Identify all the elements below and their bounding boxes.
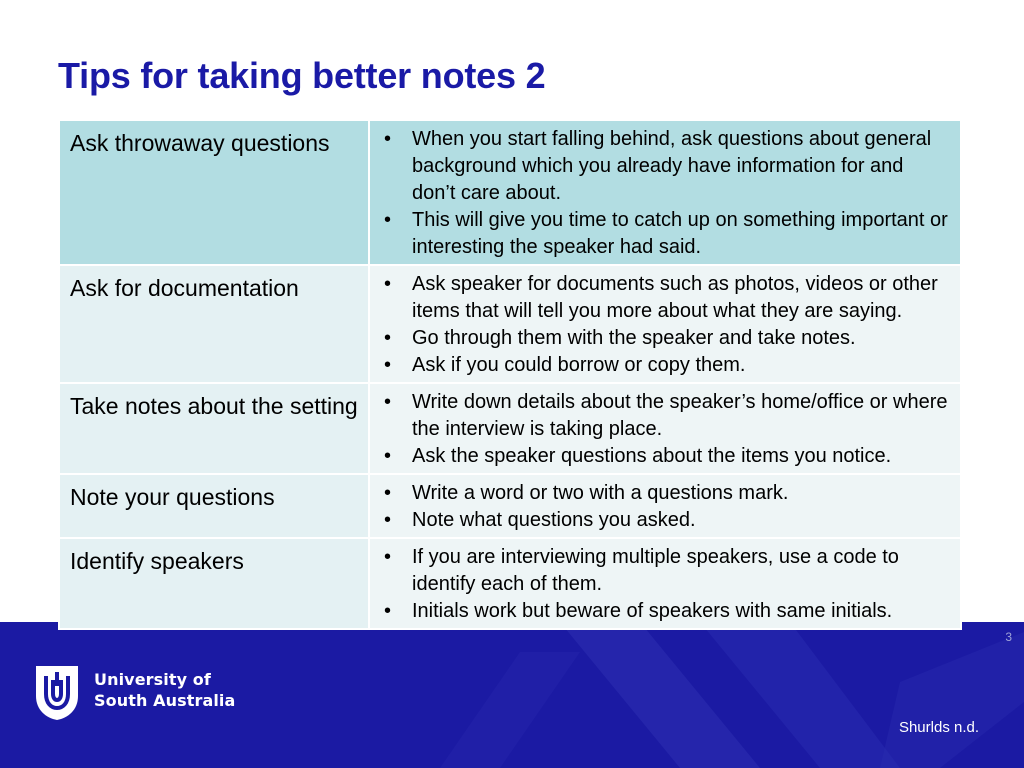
tip-row — [59, 120, 961, 265]
tip-points — [369, 265, 961, 383]
university-name-line2: South Australia — [94, 691, 236, 710]
university-name — [94, 669, 235, 711]
bullet-item: • If you are interviewing multiple speakers, use a code to identify each of them. — [376, 544, 950, 598]
bullet-item: • When you start falling behind, ask questions about general background which you already have information for and don’t care about. — [376, 126, 950, 207]
bullet-item: • Write down details about the speaker’s home/office or where the interview is taking place. — [376, 389, 950, 443]
bullet-list — [376, 389, 950, 470]
tip-topic: Take notes about the setting — [59, 383, 369, 474]
tips-table — [58, 119, 962, 630]
university-name-line1: University of — [94, 670, 211, 689]
bullet-item: • Ask speaker for documents such as photos, videos or other items that will tell you more about what they are saying. — [376, 271, 950, 325]
bullet-item: • Note what questions you asked. — [376, 507, 950, 534]
tip-topic: Identify speakers — [59, 538, 369, 629]
tip-row — [59, 538, 961, 629]
tip-points — [369, 538, 961, 629]
bullet-list — [376, 126, 950, 261]
tip-points — [369, 383, 961, 474]
tip-row — [59, 265, 961, 383]
bullet-list — [376, 271, 950, 379]
tip-points — [369, 120, 961, 265]
bullet-item: • This will give you time to catch up on something important or interesting the speaker had said. — [376, 207, 950, 261]
tip-points — [369, 474, 961, 538]
bullet-list — [376, 544, 950, 625]
tip-topic: Ask for documentation — [59, 265, 369, 383]
bullet-item: • Ask the speaker questions about the items you notice. — [376, 443, 950, 470]
citation: Shurlds n.d. — [898, 719, 979, 736]
slide-title: Tips for taking better notes 2 — [58, 55, 546, 96]
unisa-logo-icon — [34, 664, 80, 727]
bullet-item: • Write a word or two with a questions mark. — [376, 480, 950, 507]
tip-topic: Note your questions — [59, 474, 369, 538]
tip-row — [59, 474, 961, 538]
footer-band — [0, 622, 1024, 768]
tip-row — [59, 383, 961, 474]
bullet-item: • Go through them with the speaker and take notes. — [376, 325, 950, 352]
bullet-item: • Ask if you could borrow or copy them. — [376, 352, 950, 379]
page-number: 3 — [1005, 630, 1012, 644]
tip-topic: Ask throwaway questions — [59, 120, 369, 265]
bullet-item: • Initials work but beware of speakers with same initials. — [376, 598, 950, 625]
bullet-list — [376, 480, 950, 534]
